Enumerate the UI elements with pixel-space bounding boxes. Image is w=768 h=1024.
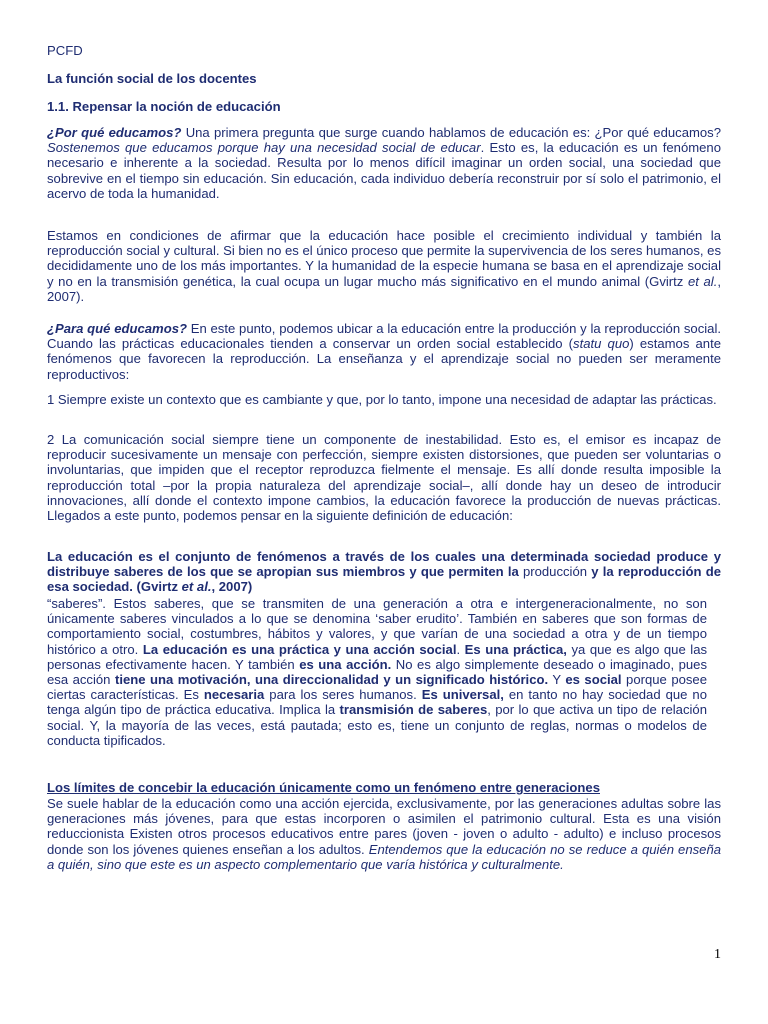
paragraph-why-educate: ¿Por qué educamos? Una primera pregunta que surge cuando hablamos de educación es: ¿Por qué educamos? Sostenemos que educamos porque hay una necesidad social de educar. Esto es, la educación es un fenómeno necesario e inherente a la sociedad. Resulta por lo menos difícil imaginar un orden social, una sociedad que sobrevive en el tiempo sin educación. Sin educación, cada individuo debería reconstruir por sí solo el patrimonio, el acervo de toda la humanidad. [47, 125, 721, 201]
subheading-limits: Los límites de concebir la educación únicamente como un fenómeno entre generaciones [47, 780, 600, 795]
paragraph-saberes: “saberes”. Estos saberes, que se transmiten de una generación a otra e intergeneracionalmente, no son únicamente saberes vinculados a lo que se denomina ‘saber erudito’. También en saberes que son formas de comportamiento social, costumbres, hábitos y valores, y que varían de una sociedad a otra y de un tiempo histórico a otro. La educación es una práctica y una acción social. Es una práctica, ya que es algo que las personas efectivamente hacen. Y también es una acción. No es algo simplemente deseado o imaginado, pues esa acción tiene una motivación, una direccionalidad y un significado histórico. Y es social porque posee ciertas características. Es necesaria para los seres humanos. Es universal, en tanto no hay sociedad que no tenga algún tipo de práctica educativa. Implica la transmisión de saberes, por lo que activa un tipo de relación social. Y, la mayoría de las veces, está pautada; esto es, tiene un conjunto de reglas, normas o modelos de conducta tipificados. [47, 596, 708, 748]
paragraph-point-1: 1 Siempre existe un contexto que es cambiante y que, por lo tanto, impone una necesidad de adaptar las prácticas. [47, 392, 717, 407]
document-title: La función social de los docentes [47, 71, 257, 86]
definition-paragraph: La educación es el conjunto de fenómenos a través de los cuales una determinada sociedad produce y distribuye saberes de los que se apropian sus miembros y que permiten la producción y la reproducción de esa sociedad. (Gvirtz et al., 2007) [47, 549, 721, 595]
question-what-for: ¿Para qué educamos? [47, 321, 187, 336]
paragraph-growth: Estamos en condiciones de afirmar que la educación hace posible el crecimiento individual y también la reproducción social y cultural. Si bien no es el único proceso que permite la supervivencia de los seres humanos, es decididamente uno de los más importantes. Y la humanidad de la especie humana se basa en el aprendizaje social y no en la transmisión genética, la cual ocupa un lugar mucho más significativo en el mundo animal (Gvirtz et al., 2007). [47, 228, 721, 304]
section-title: 1.1. Repensar la noción de educación [47, 99, 281, 114]
header-label: PCFD [47, 43, 83, 58]
paragraph-generations: Se suele hablar de la educación como una acción ejercida, exclusivamente, por las generaciones adultas sobre las generaciones más jóvenes, para que estas incorporen o asimilen el patrimonio cultural. Esta es una visión reduccionista Existen otros procesos educativos entre pares (joven - joven o adulto - adulto) e incluso procesos donde son los jóvenes quienes enseñan a los adultos. Entendemos que la educación no se reduce a quién enseña a quién, sino que este es un aspecto complementario que varía histórica y culturalmente. [47, 796, 722, 872]
paragraph-point-2: 2 La comunicación social siempre tiene un componente de inestabilidad. Esto es, el emisor es incapaz de reproducir sucesivamente un mensaje con perfección, siempre existen distorsiones, que pueden ser voluntarias o involuntarias, que impiden que el receptor reproduzca fielmente el mensaje. Es allí donde resulta imposible la reproducción total –por la propia naturaleza del aprendizaje social–, allí donde hay un deseo de introducir innovaciones, allí donde el contexto impone cambios, la educación favorece la producción de nuevas prácticas. Llegados a este punto, podemos pensar en la siguiente definición de educación: [47, 432, 721, 524]
question-why: ¿Por qué educamos? [47, 125, 182, 140]
paragraph-what-for: ¿Para qué educamos? En este punto, podemos ubicar a la educación entre la producción y la reproducción social. Cuando las prácticas educacionales tienden a conservar un orden social establecido (statu quo) estamos ante fenómenos que favorecen la reproducción. La enseñanza y el aprendizaje social no pueden ser meramente reproductivos: [47, 321, 722, 382]
page-number: 1 [714, 947, 721, 962]
